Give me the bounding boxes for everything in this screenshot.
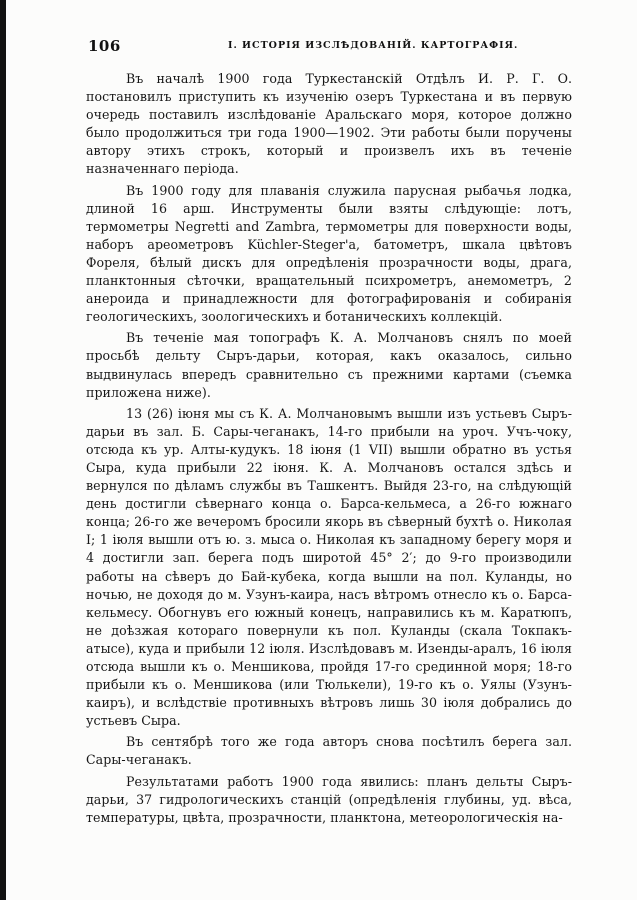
page-number: 106 xyxy=(88,37,121,55)
book-page xyxy=(6,0,637,900)
paragraph: Въ теченіе мая топографъ К. А. Молчановъ снялъ по моей просьбѣ дельту Сыръ-дарьи, которая, какъ оказалось, сильно выдвинулась впередъ сравнительно съ прежними картами (съемка приложена ниже). xyxy=(86,330,572,400)
body-text xyxy=(86,70,572,830)
running-title: I. ИСТОРІЯ ИЗСЛѢДОВАНІЙ. КАРТОГРАФІЯ. xyxy=(228,40,519,51)
paragraph: Въ сентябрѣ того же года авторъ снова посѣтилъ берега зал. Сары-чеганакъ. xyxy=(86,734,572,768)
paragraph: 13 (26) іюня мы съ К. А. Молчановымъ вышли изъ устьевъ Сыръ-дарьи въ зал. Б. Сары-чеганакъ, 14-го прибыли на уроч. Учъ-чоку, отсюда къ ур. Алты-кудукъ. 18 іюня (1 VII) вышли обратно въ устья Сыра, куда прибыли 22 іюня. К. А. Молчановъ остался здѣсь и вернулся по дѣламъ службы въ Ташкентъ. Выйдя 23-го, на слѣдующій день достигли сѣвернаго конца о. Барса-кельмеса, а 26-го южнаго конца; 26-го же вечеромъ бросили якорь въ сѣверный бухтѣ о. Николая I; 1 іюля вышли отъ ю. з. мыса о. Николая къ западному берегу моря и 4 достигли зап. берега подъ широтой 45° 2′; до 9-го производили работы на сѣверъ до Бай-кубека, когда вышли на пол. Куланды, но ночью, не доходя до м. Узунъ-каира, насъ вѣтромъ отнесло къ о. Барса-кельмесу. Обогнувъ его южный конецъ, направились къ м. Каратюпъ, не доѣзжая котораго повернули къ пол. Куланды (скала Токпакъ-атысе), куда и прибыли 12 іюля. Изслѣдовавъ м. Изенды-аралъ, 16 іюля отсюда вышли къ о. Меншикова, пройдя 17-го срединной моря; 18-го прибыли къ о. Меншикова (или Тюлькели), 19-го къ о. Уялы (Узунъ-каиръ), и вслѣдствіе противныхъ вѣтровъ лишь 30 іюля добрались до устьевъ Сыра. xyxy=(86,405,572,729)
paragraph: Результатами работъ 1900 года явились: планъ дельты Сыръ-дарьи, 37 гидрологическихъ станцій (опредѣленія глубины, уд. вѣса, температуры, цвѣта, прозрачности, планктона, метеорологическія на- xyxy=(86,773,572,825)
paragraph: Въ 1900 году для плаванія служила парусная рыбачья лодка, длиной 16 арш. Инструменты были взяты слѣдующіе: лотъ, термометры Negretti and Zambra, термометры для поверхности воды, наборъ ареометровъ Küchler-Steger'а, батометръ, шкала цвѣтовъ Фореля, бѣлый дискъ для опредѣленія прозрачности воды, драга, планктонныя сѣточки, вращательный психрометръ, анемометръ, 2 анероида и принадлежности для фотографированія и собиранія геологическихъ, зоологическихъ и ботаническихъ коллекцій. xyxy=(86,182,572,325)
page-header xyxy=(88,37,550,55)
paragraph: Въ началѣ 1900 года Туркестанскій Отдѣлъ И. Р. Г. О. постановилъ приступить къ изученію озеръ Туркестана и въ первую очередь поставилъ изслѣдованіе Аральскаго моря, которое должно было продолжиться три года 1900—1902. Эти работы были поручены автору этихъ строкъ, который и произвелъ ихъ въ теченіе назначеннаго періода. xyxy=(86,71,572,177)
